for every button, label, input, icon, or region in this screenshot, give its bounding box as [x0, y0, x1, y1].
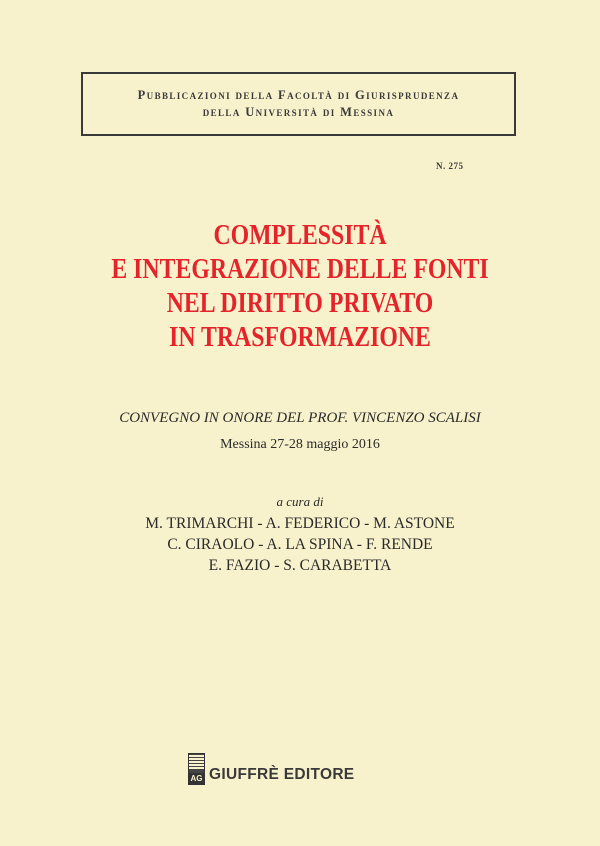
series-number: N. 275 [436, 161, 464, 171]
series-line-2: della Università di Messina [202, 105, 395, 119]
book-title [54, 218, 546, 354]
editors-line-1: M. TRIMARCHI - A. FEDERICO - M. ASTONE [145, 515, 455, 532]
conference-date: Messina 27-28 maggio 2016 [220, 437, 380, 452]
title-line-2: E INTEGRAZIONE DELLE FONTI [111, 253, 489, 285]
conference-subtitle: CONVEGNO IN ONORE DEL PROF. VINCENZO SCALISI [119, 410, 481, 426]
curated-by-label: a cura di [276, 494, 324, 509]
title-line-4: IN TRASFORMAZIONE [169, 321, 431, 353]
publisher [188, 753, 354, 785]
editors-list [0, 513, 600, 576]
publisher-logo-text: AG [190, 774, 203, 783]
editors-line-3: E. FAZIO - S. CARABETTA [208, 557, 392, 574]
title-line-1: COMPLESSITÀ [213, 219, 387, 251]
series-box [81, 72, 516, 136]
series-line-1: Pubblicazioni della Facoltà di Giurisprudenza [137, 88, 460, 102]
title-line-3: NEL DIRITTO PRIVATO [166, 287, 434, 319]
editors-line-2: C. CIRAOLO - A. LA SPINA - F. RENDE [167, 536, 433, 553]
publisher-logo-icon [188, 753, 205, 785]
publisher-name: GIUFFRÈ EDITORE [209, 766, 355, 783]
